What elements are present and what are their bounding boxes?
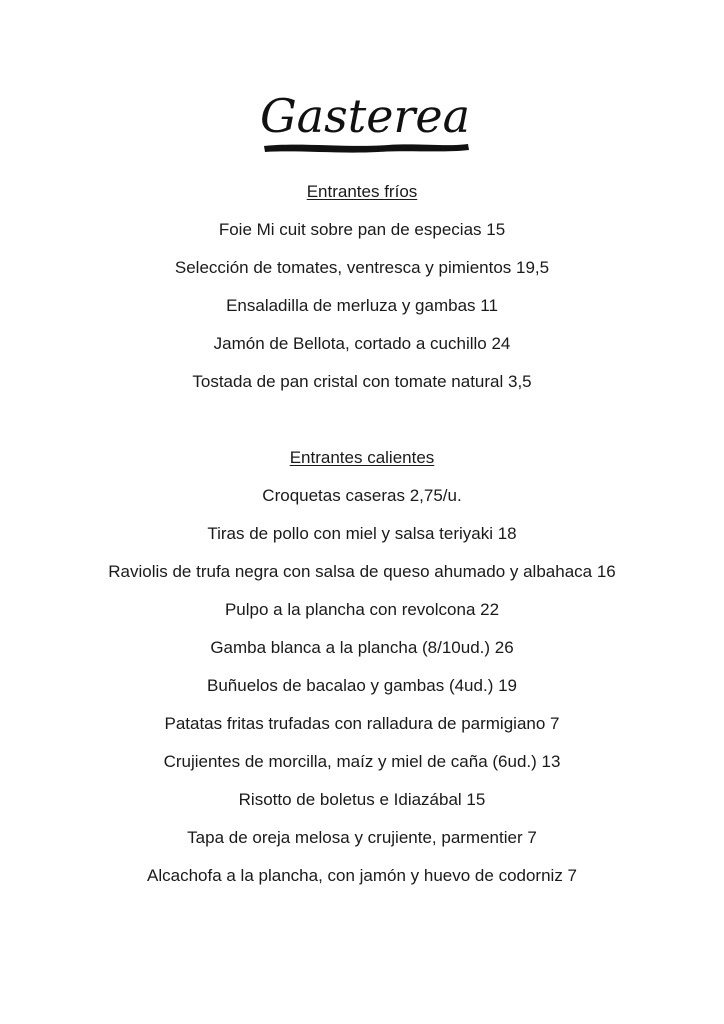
menu-item: Risotto de boletus e Idiazábal 15 bbox=[238, 790, 486, 809]
menu-item: Pulpo a la plancha con revolcona 22 bbox=[224, 600, 500, 619]
menu-item: Selección de tomates, ventresca y pimientos 19,5 bbox=[174, 258, 550, 277]
menu-item: Ensaladilla de merluza y gambas 11 bbox=[226, 296, 498, 315]
menu-item: Tostada de pan cristal con tomate natural 3,5 bbox=[192, 372, 532, 391]
menu-item: Gamba blanca a la plancha (8/10ud.) 26 bbox=[210, 638, 514, 657]
menu-item: Crujientes de morcilla, maíz y miel de caña (6ud.) 13 bbox=[163, 752, 561, 771]
section-title: Entrantes fríos bbox=[306, 182, 418, 201]
menu-item: Alcachofa a la plancha, con jamón y huevo de codorniz 7 bbox=[147, 866, 577, 885]
menu-item: Buñuelos de bacalao y gambas (4ud.) 19 bbox=[207, 676, 517, 695]
menu-item: Patatas fritas trufadas con ralladura de parmigiano 7 bbox=[164, 714, 560, 733]
menu-item: Foie Mi cuit sobre pan de especias 15 bbox=[218, 220, 506, 239]
menu-item: Tiras de pollo con miel y salsa teriyaki 18 bbox=[207, 524, 517, 543]
restaurant-logo bbox=[258, 84, 472, 160]
section-entrantes-calientes bbox=[0, 447, 724, 903]
section-title: Entrantes calientes bbox=[289, 448, 435, 467]
menu-item: Tapa de oreja melosa y crujiente, parmentier 7 bbox=[187, 828, 537, 847]
menu-item: Croquetas caseras 2,75/u. bbox=[262, 486, 462, 505]
section-entrantes-frios bbox=[0, 181, 724, 409]
menu-item: Jamón de Bellota, cortado a cuchillo 24 bbox=[213, 334, 511, 353]
menu-item: Raviolis de trufa negra con salsa de queso ahumado y albahaca 16 bbox=[108, 562, 616, 581]
restaurant-name: Gasterea bbox=[259, 89, 471, 143]
